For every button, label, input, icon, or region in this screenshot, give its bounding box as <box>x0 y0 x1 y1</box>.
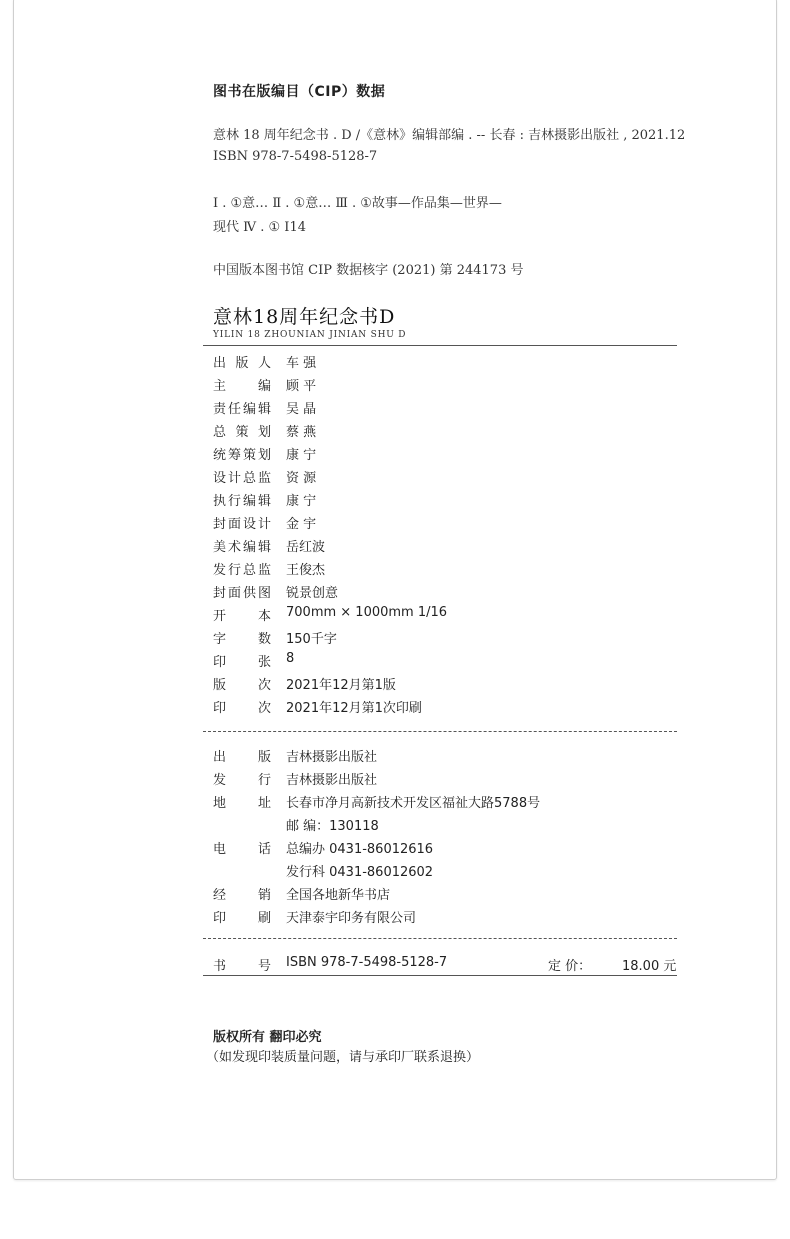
credit-value: 康 宁 <box>286 494 317 509</box>
credit-label: 执行编辑 <box>213 494 271 509</box>
credit-value: 700mm × 1000mm 1/16 <box>286 605 448 620</box>
price-label: 定 价： <box>548 959 592 974</box>
credit-value: 8 <box>286 651 295 666</box>
credit-value: 顾 平 <box>286 379 317 394</box>
title-rule <box>203 345 677 346</box>
credit-label: 版次 <box>213 678 271 693</box>
isbn-value: ISBN 978-7-5498-5128-7 <box>286 955 448 970</box>
credit-label: 发行总监 <box>213 563 271 578</box>
publisher-label: 印刷 <box>213 911 271 926</box>
publisher-label: 出版 <box>213 750 271 765</box>
publisher-value: 长春市净月高新技术开发区福祉大路5788号 <box>286 796 541 811</box>
book-subtitle: YILIN 18 ZHOUNIAN JINIAN SHU D <box>213 330 407 340</box>
isbn-rule <box>203 975 677 976</box>
credit-label: 统筹策划 <box>213 448 271 463</box>
cip-title: 图书在版编目（CIP）数据 <box>213 84 386 100</box>
copyright-note: （如发现印装质量问题，请与承印厂联系退换） <box>206 1050 480 1065</box>
credit-value: 金 宇 <box>286 517 317 532</box>
credit-value: 2021年12月第1次印刷 <box>286 701 422 716</box>
page <box>13 0 777 1180</box>
publisher-value: 吉林摄影出版社 <box>286 773 378 788</box>
isbn-label: 书号 <box>213 959 271 974</box>
credit-label: 印次 <box>213 701 271 716</box>
credit-label: 总策划 <box>213 425 271 440</box>
credit-label: 封面设计 <box>213 517 271 532</box>
publisher-value: 总编办 0431-86012616 <box>286 842 434 857</box>
publisher-label: 经销 <box>213 888 271 903</box>
cip-line: 意林 18 周年纪念书 . D /《意林》编辑部编 . -- 长春 : 吉林摄影出版社 , 2021.12 <box>213 128 686 143</box>
cip-isbn: ISBN 978-7-5498-5128-7 <box>213 149 378 164</box>
publisher-value: 邮 编：130118 <box>286 819 379 834</box>
publisher-value: 天津泰宇印务有限公司 <box>286 911 417 926</box>
publisher-divider <box>203 938 677 939</box>
credit-value: 岳红波 <box>286 540 326 555</box>
credit-value: 锐景创意 <box>286 586 339 601</box>
credit-label: 开本 <box>213 609 271 624</box>
publisher-value: 发行科 0431-86012602 <box>286 865 434 880</box>
publisher-value: 全国各地新华书店 <box>286 888 391 903</box>
credit-value: 车 强 <box>286 356 317 371</box>
price-value: 18.00 元 <box>622 959 677 974</box>
book-title: 意林18周年纪念书D <box>213 306 396 328</box>
credit-value: 2021年12月第1版 <box>286 678 396 693</box>
publisher-label: 发行 <box>213 773 271 788</box>
credits-divider <box>203 731 677 732</box>
credit-label: 美术编辑 <box>213 540 271 555</box>
credit-label: 出版人 <box>213 356 271 371</box>
cip-classification: Ⅰ . ①意… Ⅱ . ①意… Ⅲ . ①故事—作品集—世界— <box>213 196 502 211</box>
copyright-title: 版权所有 翻印必究 <box>213 1030 322 1045</box>
credit-value: 王俊杰 <box>286 563 326 578</box>
credit-value: 康 宁 <box>286 448 317 463</box>
cip-classification-cont: 现代 Ⅳ . ① I14 <box>213 220 306 235</box>
publisher-label: 电话 <box>213 842 271 857</box>
credit-label: 责任编辑 <box>213 402 271 417</box>
credit-label: 字数 <box>213 632 271 647</box>
credit-label: 封面供图 <box>213 586 271 601</box>
cip-verification: 中国版本图书馆 CIP 数据核字 (2021) 第 244173 号 <box>213 263 524 278</box>
credit-value: 蔡 燕 <box>286 425 317 440</box>
credit-label: 印张 <box>213 655 271 670</box>
publisher-value: 吉林摄影出版社 <box>286 750 378 765</box>
credit-value: 150千字 <box>286 632 337 647</box>
credit-value: 吴 晶 <box>286 402 317 417</box>
credit-label: 设计总监 <box>213 471 271 486</box>
credit-value: 资 源 <box>286 471 317 486</box>
publisher-label: 地址 <box>213 796 271 811</box>
credit-label: 主编 <box>213 379 271 394</box>
